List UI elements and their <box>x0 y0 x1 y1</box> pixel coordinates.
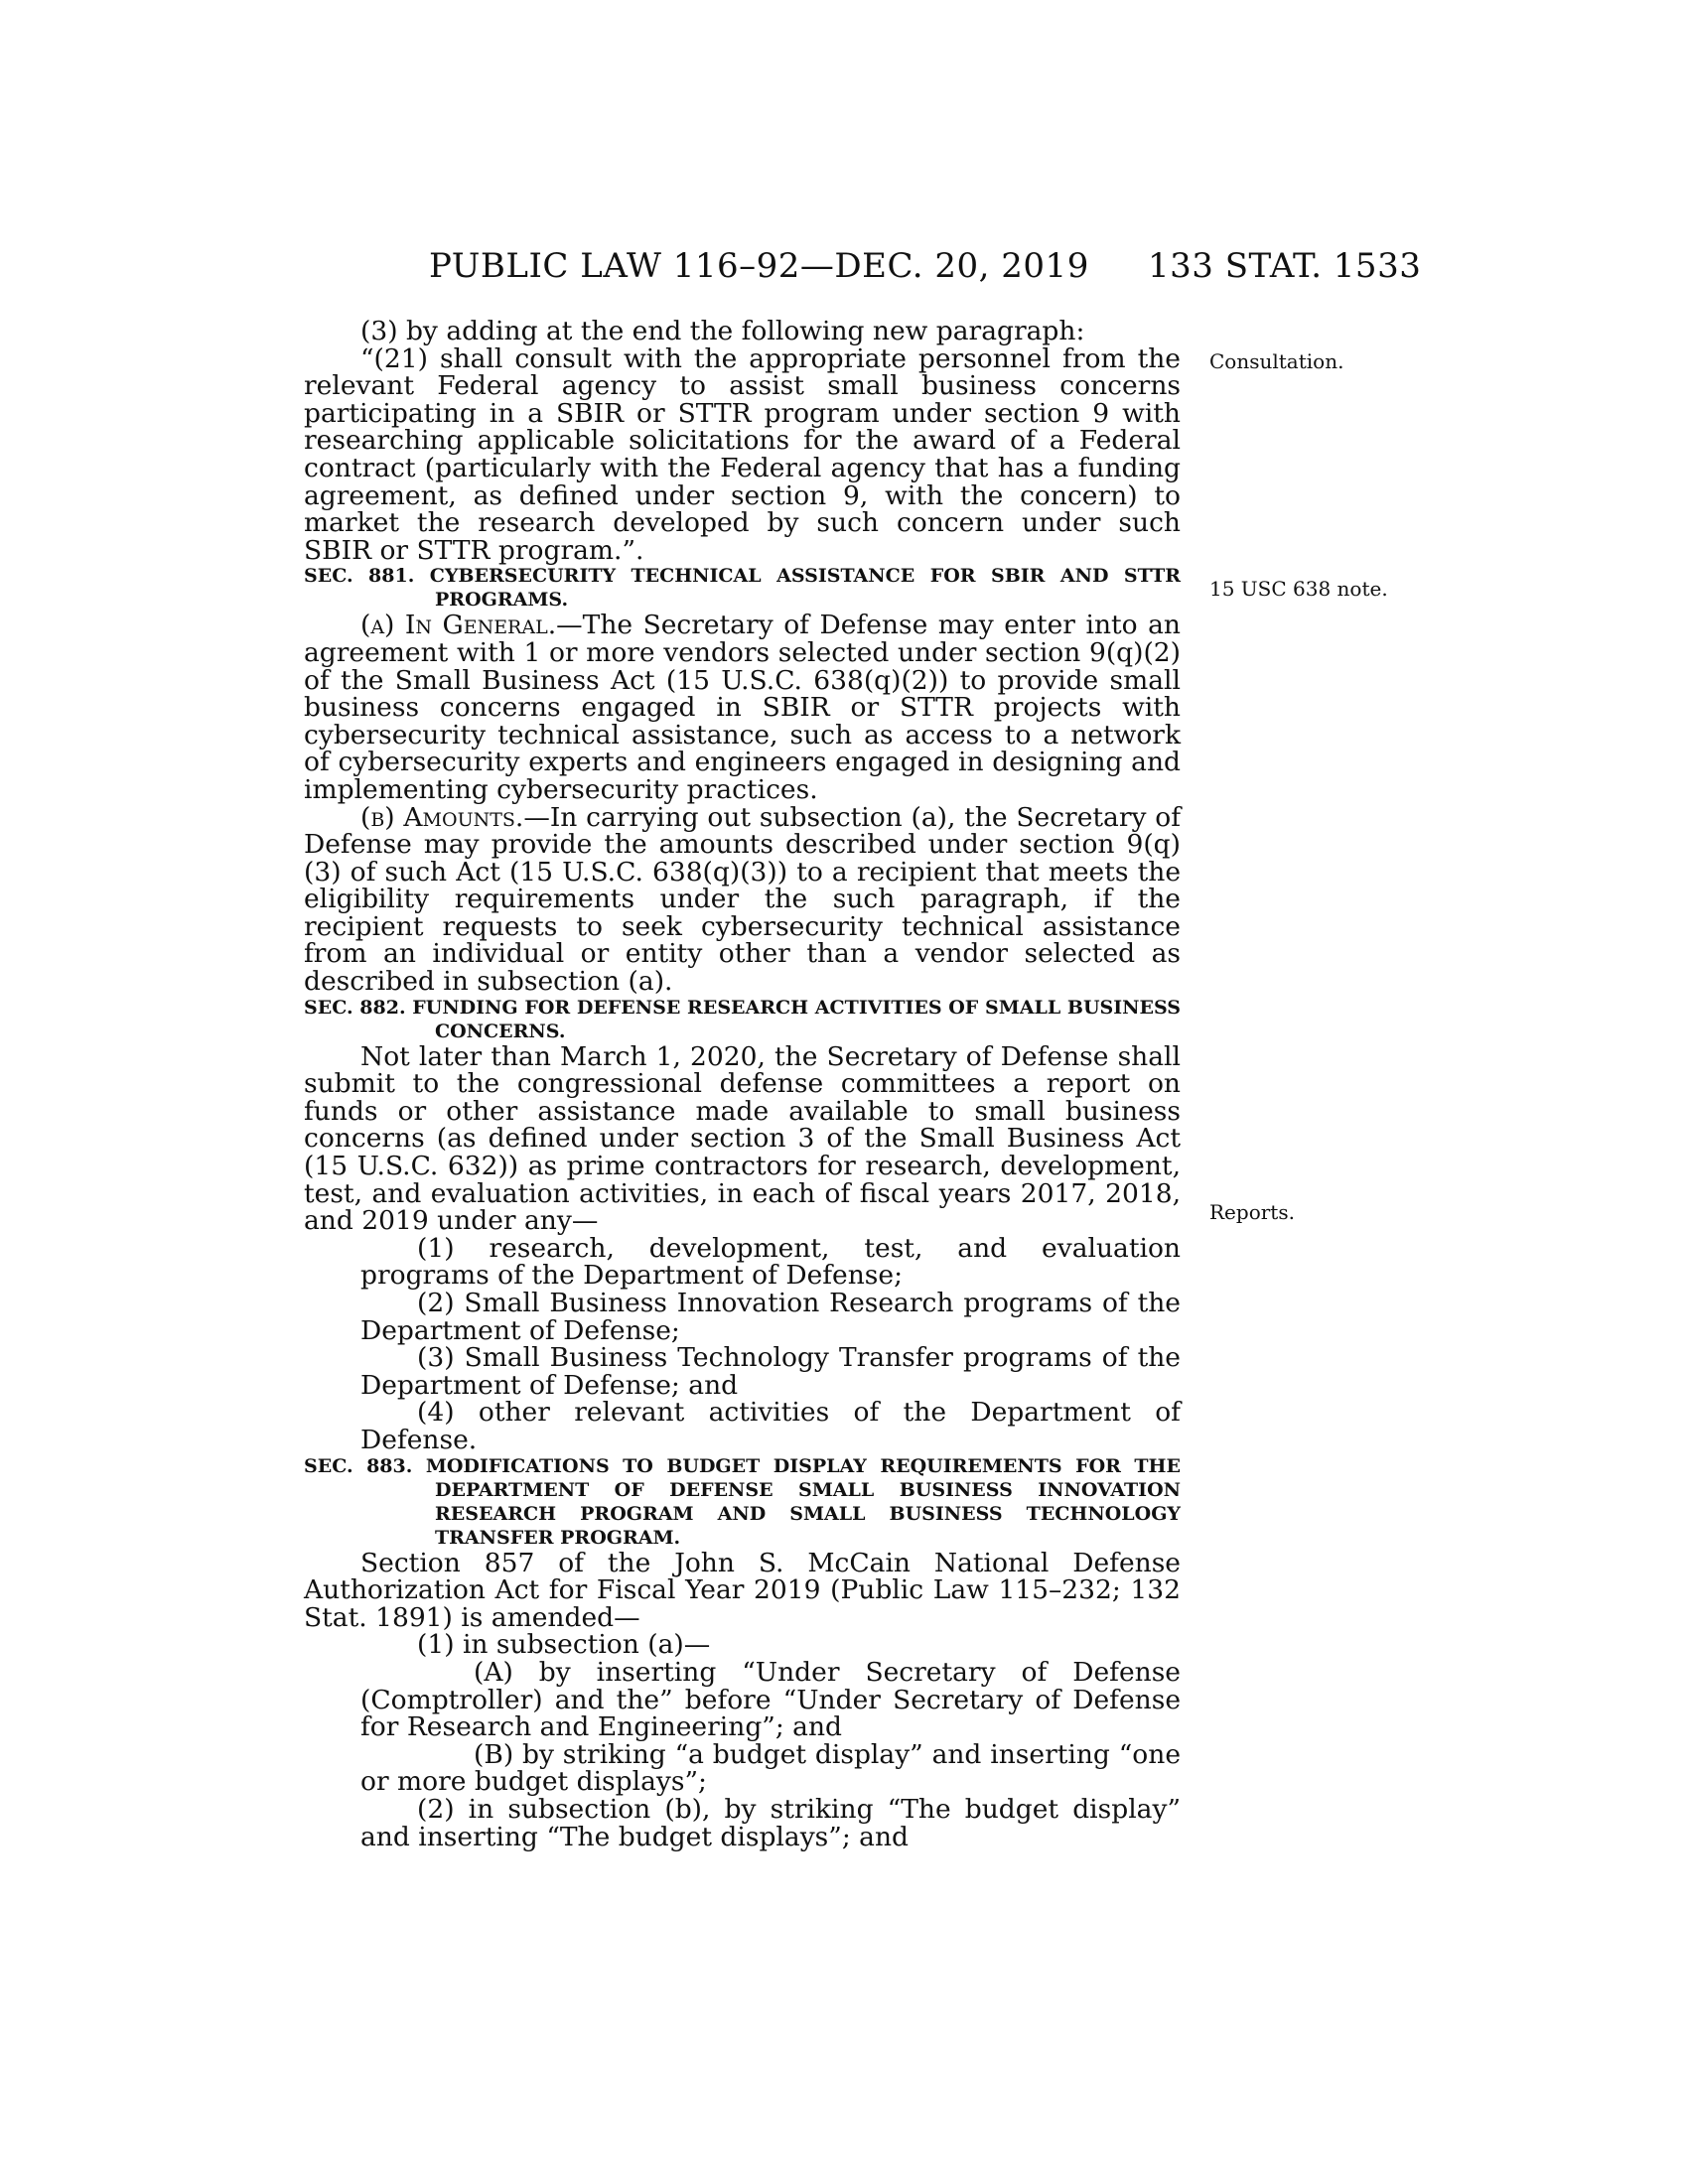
section-882-heading: SEC. 882. FUNDING FOR DEFENSE RESEARCH ACTIVITIES OF SMALL BUSINESS CONCERNS. <box>304 996 1181 1042</box>
section-883-item-1b: (B) by striking “a budget display” and inserting “one or more budget displays”; <box>360 1738 1181 1798</box>
page-header-stat-page: 133 STAT. 1533 <box>1148 246 1422 286</box>
paragraph-intro: (3) by adding at the end the following new paragraph: <box>360 316 1085 346</box>
section-883-item-1: (1) in subsection (a)— <box>417 1629 711 1661</box>
page-header-law-title: PUBLIC LAW 116–92—DEC. 20, 2019 <box>429 246 1089 286</box>
section-883-item-1a: (A) by inserting “Under Secretary of Defense (Comptroller) and the” before “Under Secretary of Defense for Research and Engineering”; and <box>360 1656 1181 1743</box>
paragraph-quote-21: “(21) shall consult with the appropriate personnel from the relevant Federal agency to assist small business concerns participating in a SBIR or STTR program under section 9 with researching applicable solicitations for the award of a Federal contract (particularly with the Federal agency that has a funding agreement, as defined under section 9, with the concern) to market the research developed by such concern under such SBIR or STTR program.”. <box>304 342 1181 566</box>
section-882-item: (4) other relevant activities of the Department of Defense. <box>360 1397 1181 1455</box>
section-881-b-label: (b) Amounts. <box>360 801 524 833</box>
section-883-intro: Section 857 of the John S. McCain National Defense Authorization Act for Fiscal Year 2019 (Public Law 115–232; 132 Stat. 1891) is amended— <box>304 1547 1181 1633</box>
section-881-a-label: (a) In General. <box>360 610 557 641</box>
margin-note-usc: 15 USC 638 note. <box>1209 577 1388 601</box>
section-882-item: (2) Small Business Innovation Research programs of the Department of Defense; <box>360 1288 1181 1346</box>
margin-note-reports: Reports. <box>1209 1200 1295 1224</box>
body-column <box>304 318 1181 1850</box>
section-881-a-text: —The Secretary of Defense may enter into an agreement with 1 or more vendors selected under section 9(q)(2) of the Small Business Act (15 U.S.C. 638(q)(2)) to provide small business concerns engaged in SBIR or STTR projects with cybersecurity technical assistance, such as access to a network of cybersecurity experts and engineers engaged in designing and implementing cybersecurity practices. <box>304 610 1181 805</box>
section-881-a <box>304 612 1181 803</box>
margin-note-consultation: Consultation. <box>1209 349 1344 373</box>
section-881-b <box>304 801 1182 998</box>
section-882-item: (1) research, development, test, and evaluation programs of the Department of Defense; <box>360 1232 1181 1292</box>
section-881-heading: SEC. 881. CYBERSECURITY TECHNICAL ASSISTANCE FOR SBIR AND STTR PROGRAMS. <box>304 565 1181 612</box>
section-881-b-text: —In carrying out subsection (a), the Secretary of Defense may provide the amounts described under section 9(q)(3) of such Act (15 U.S.C. 638(q)(3)) to a recipient that meets the eligibility requirements under the such paragraph, if the recipient requests to seek cybersecurity technical assistance from an individual or entity other than a vendor selected as described in subsection (a). <box>304 801 1182 998</box>
section-882-intro: Not later than March 1, 2020, the Secretary of Defense shall submit to the congressional defense committees a report on funds or other assistance made available to small business concerns (as defined under section 3 of the Small Business Act (15 U.S.C. 632)) as prime contractors for research, development, test, and evaluation activities, in each of fiscal years 2017, 2018, and 2019 under any— <box>304 1040 1181 1237</box>
section-883-item-2: (2) in subsection (b), by striking “The budget display” and inserting “The budget displays”; and <box>360 1793 1181 1852</box>
section-883-heading: SEC. 883. MODIFICATIONS TO BUDGET DISPLAY REQUIREMENTS FOR THE DEPARTMENT OF DEFENSE SMALL BUSINESS INNOVATION RESEARCH PROGRAM AND SMALL BUSINESS TECHNOLOGY TRANSFER PROGRAM. <box>304 1454 1181 1549</box>
section-882-item: (3) Small Business Technology Transfer programs of the Department of Defense; and <box>360 1342 1181 1401</box>
